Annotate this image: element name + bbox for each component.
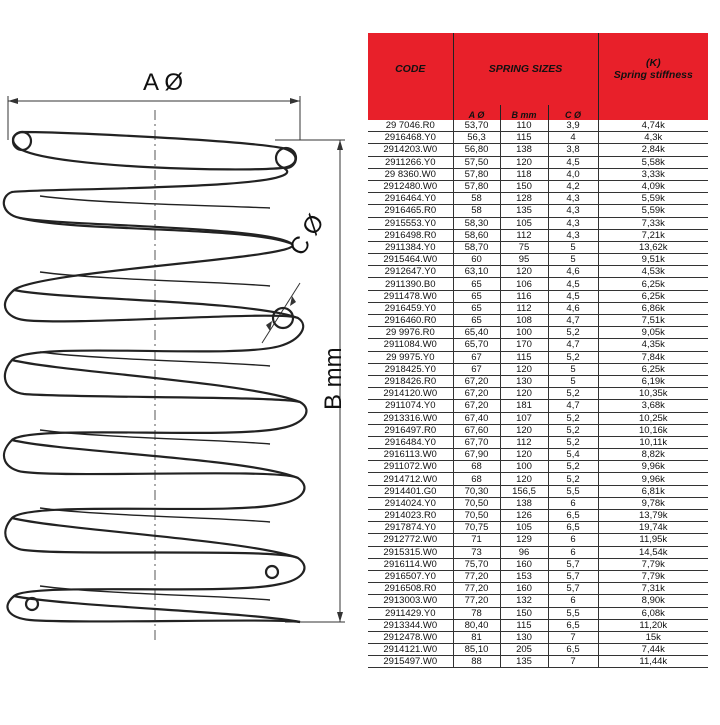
header-stiffness-label: Spring stiffness — [613, 69, 693, 81]
cell-c-diameter: 4,3 — [548, 205, 598, 217]
cell-a-diameter: 67,90 — [453, 449, 500, 461]
cell-a-diameter: 81 — [453, 631, 500, 643]
cell-code: 2915553.Y0 — [368, 217, 453, 229]
dimension-b-label: B mm — [320, 347, 347, 410]
cell-c-diameter: 4 — [548, 132, 598, 144]
cell-a-diameter: 70,50 — [453, 497, 500, 509]
cell-stiffness: 7,79k — [598, 558, 708, 570]
cell-b-length: 108 — [500, 315, 548, 327]
cell-code: 29 8360.W0 — [368, 168, 453, 180]
cell-a-diameter: 56,80 — [453, 144, 500, 156]
cell-b-length: 126 — [500, 510, 548, 522]
cell-stiffness: 6,19k — [598, 375, 708, 387]
cell-b-length: 115 — [500, 132, 548, 144]
cell-b-length: 100 — [500, 461, 548, 473]
cell-stiffness: 2,84k — [598, 144, 708, 156]
cell-b-length: 107 — [500, 412, 548, 424]
table-row — [368, 522, 708, 534]
cell-code: 2912480.W0 — [368, 180, 453, 192]
table-row — [368, 436, 708, 448]
cell-c-diameter: 5,7 — [548, 570, 598, 582]
subheader-a: A Ø — [453, 105, 500, 120]
cell-code: 2916498.R0 — [368, 229, 453, 241]
cell-c-diameter: 5 — [548, 363, 598, 375]
table-row — [368, 473, 708, 485]
cell-stiffness: 8,90k — [598, 595, 708, 607]
table-row — [368, 656, 708, 668]
table-row — [368, 193, 708, 205]
cell-code: 2913316.W0 — [368, 412, 453, 424]
cell-code: 2916497.R0 — [368, 424, 453, 436]
cell-c-diameter: 5,4 — [548, 449, 598, 461]
table-header-row — [368, 33, 708, 105]
table-row — [368, 132, 708, 144]
cell-c-diameter: 7 — [548, 631, 598, 643]
cell-b-length: 95 — [500, 254, 548, 266]
table-row — [368, 449, 708, 461]
dim-b-arrow-top — [337, 140, 343, 150]
table-row — [368, 168, 708, 180]
cell-stiffness: 10,16k — [598, 424, 708, 436]
cell-c-diameter: 7 — [548, 656, 598, 668]
cell-c-diameter: 5 — [548, 241, 598, 253]
cell-b-length: 120 — [500, 363, 548, 375]
table-body — [368, 120, 708, 668]
table-row — [368, 424, 708, 436]
dim-a-arrow-left — [8, 98, 18, 104]
cell-c-diameter: 6,5 — [548, 619, 598, 631]
cell-stiffness: 9,05k — [598, 327, 708, 339]
table-row — [368, 339, 708, 351]
cell-code: 2914401.G0 — [368, 485, 453, 497]
table-row — [368, 217, 708, 229]
cell-stiffness: 13,62k — [598, 241, 708, 253]
cell-stiffness: 3,68k — [598, 400, 708, 412]
cell-stiffness: 13,79k — [598, 510, 708, 522]
cell-a-diameter: 70,50 — [453, 510, 500, 522]
spring-drawing — [0, 0, 360, 720]
cell-b-length: 120 — [500, 156, 548, 168]
cell-a-diameter: 65 — [453, 290, 500, 302]
header-spring-sizes: SPRING SIZES — [453, 33, 598, 105]
cell-a-diameter: 58,30 — [453, 217, 500, 229]
cell-a-diameter: 65 — [453, 315, 500, 327]
cell-a-diameter: 68 — [453, 473, 500, 485]
cell-b-length: 112 — [500, 302, 548, 314]
table-row — [368, 254, 708, 266]
cell-code: 2911074.Y0 — [368, 400, 453, 412]
header-stiffness — [598, 33, 708, 105]
cell-c-diameter: 5,5 — [548, 607, 598, 619]
cell-a-diameter: 67,70 — [453, 436, 500, 448]
cell-b-length: 96 — [500, 546, 548, 558]
cell-c-diameter: 5,5 — [548, 485, 598, 497]
cell-a-diameter: 57,50 — [453, 156, 500, 168]
header-k-symbol: (K) — [645, 57, 661, 69]
cell-a-diameter: 65 — [453, 302, 500, 314]
cell-b-length: 130 — [500, 375, 548, 387]
cell-c-diameter: 5,7 — [548, 558, 598, 570]
cell-b-length: 120 — [500, 424, 548, 436]
cell-c-diameter: 6,5 — [548, 522, 598, 534]
cell-code: 2916508.R0 — [368, 583, 453, 595]
cell-stiffness: 4,53k — [598, 266, 708, 278]
cell-code: 2911084.W0 — [368, 339, 453, 351]
cell-code: 2912772.W0 — [368, 534, 453, 546]
cell-stiffness: 7,31k — [598, 583, 708, 595]
table-row — [368, 266, 708, 278]
cell-c-diameter: 4,7 — [548, 400, 598, 412]
cell-c-diameter: 6 — [548, 534, 598, 546]
cell-b-length: 115 — [500, 619, 548, 631]
table-row — [368, 400, 708, 412]
cell-stiffness: 5,59k — [598, 193, 708, 205]
cell-a-diameter: 78 — [453, 607, 500, 619]
dimension-c-label: C Ø — [284, 209, 330, 261]
cell-b-length: 135 — [500, 656, 548, 668]
table-row — [368, 351, 708, 363]
table-row — [368, 485, 708, 497]
cell-code: 2916114.W0 — [368, 558, 453, 570]
cell-a-diameter: 57,80 — [453, 168, 500, 180]
cell-stiffness: 9,78k — [598, 497, 708, 509]
table-row — [368, 229, 708, 241]
cell-c-diameter: 5,7 — [548, 583, 598, 595]
cell-code: 29 9975.Y0 — [368, 351, 453, 363]
cell-a-diameter: 77,20 — [453, 583, 500, 595]
cell-stiffness: 19,74k — [598, 522, 708, 534]
cell-b-length: 132 — [500, 595, 548, 607]
cell-c-diameter: 6 — [548, 595, 598, 607]
cell-b-length: 120 — [500, 473, 548, 485]
cell-code: 2911478.W0 — [368, 290, 453, 302]
spring-spec-table — [368, 33, 708, 668]
cell-a-diameter: 67,60 — [453, 424, 500, 436]
table-row — [368, 595, 708, 607]
cell-code: 2913344.W0 — [368, 619, 453, 631]
cell-b-length: 116 — [500, 290, 548, 302]
subheader-b: B mm — [500, 105, 548, 120]
cell-stiffness: 10,35k — [598, 388, 708, 400]
cell-c-diameter: 4,5 — [548, 156, 598, 168]
cell-c-diameter: 5,2 — [548, 327, 598, 339]
table-row — [368, 327, 708, 339]
cell-code: 2914712.W0 — [368, 473, 453, 485]
cell-c-diameter: 4,7 — [548, 339, 598, 351]
cell-stiffness: 9,51k — [598, 254, 708, 266]
cell-c-diameter: 4,6 — [548, 266, 598, 278]
cell-b-length: 135 — [500, 205, 548, 217]
cell-b-length: 120 — [500, 266, 548, 278]
cell-b-length: 150 — [500, 607, 548, 619]
cell-b-length: 130 — [500, 631, 548, 643]
subheader-blank-k — [598, 105, 708, 120]
cell-a-diameter: 58 — [453, 205, 500, 217]
cell-code: 2914023.R0 — [368, 510, 453, 522]
table-row — [368, 412, 708, 424]
cell-a-diameter: 57,80 — [453, 180, 500, 192]
cell-stiffness: 11,44k — [598, 656, 708, 668]
cell-stiffness: 6,86k — [598, 302, 708, 314]
cell-c-diameter: 5,2 — [548, 351, 598, 363]
table-row — [368, 644, 708, 656]
table-row — [368, 375, 708, 387]
table-row — [368, 120, 708, 132]
table-row — [368, 144, 708, 156]
cell-b-length: 106 — [500, 278, 548, 290]
cell-code: 2916468.Y0 — [368, 132, 453, 144]
cell-b-length: 170 — [500, 339, 548, 351]
cell-code: 2915315.W0 — [368, 546, 453, 558]
cell-a-diameter: 67 — [453, 363, 500, 375]
cell-b-length: 181 — [500, 400, 548, 412]
cell-c-diameter: 6,5 — [548, 644, 598, 656]
cell-b-length: 138 — [500, 497, 548, 509]
cell-a-diameter: 58 — [453, 193, 500, 205]
table-row — [368, 156, 708, 168]
cell-code: 2911384.Y0 — [368, 241, 453, 253]
cell-b-length: 129 — [500, 534, 548, 546]
table-row — [368, 558, 708, 570]
cell-code: 2915464.W0 — [368, 254, 453, 266]
cell-c-diameter: 5,2 — [548, 461, 598, 473]
table-row — [368, 278, 708, 290]
cell-stiffness: 4,09k — [598, 180, 708, 192]
cell-c-diameter: 6 — [548, 497, 598, 509]
table-row — [368, 607, 708, 619]
cell-a-diameter: 85,10 — [453, 644, 500, 656]
cell-a-diameter: 58,70 — [453, 241, 500, 253]
cell-b-length: 75 — [500, 241, 548, 253]
cell-c-diameter: 3,9 — [548, 120, 598, 132]
table-row — [368, 241, 708, 253]
cell-stiffness: 4,3k — [598, 132, 708, 144]
cell-c-diameter: 4,5 — [548, 278, 598, 290]
cell-a-diameter: 53,70 — [453, 120, 500, 132]
cell-b-length: 112 — [500, 229, 548, 241]
table-row — [368, 497, 708, 509]
cell-stiffness: 10,11k — [598, 436, 708, 448]
table-row — [368, 388, 708, 400]
cell-code: 2915497.W0 — [368, 656, 453, 668]
cell-code: 2916507.Y0 — [368, 570, 453, 582]
cell-a-diameter: 67,20 — [453, 375, 500, 387]
cell-code: 2914024.Y0 — [368, 497, 453, 509]
cell-a-diameter: 67,20 — [453, 400, 500, 412]
cell-c-diameter: 6,5 — [548, 510, 598, 522]
table-row — [368, 205, 708, 217]
cell-code: 2918426.R0 — [368, 375, 453, 387]
cell-b-length: 160 — [500, 583, 548, 595]
cell-stiffness: 7,21k — [598, 229, 708, 241]
cell-a-diameter: 80,40 — [453, 619, 500, 631]
cell-c-diameter: 5,2 — [548, 388, 598, 400]
cell-a-diameter: 75,70 — [453, 558, 500, 570]
cell-a-diameter: 67,40 — [453, 412, 500, 424]
cell-c-diameter: 6 — [548, 546, 598, 558]
dim-b-arrow-bottom — [337, 612, 343, 622]
cell-a-diameter: 67,20 — [453, 388, 500, 400]
cell-code: 2918425.Y0 — [368, 363, 453, 375]
table-row — [368, 546, 708, 558]
cell-code: 2911390.B0 — [368, 278, 453, 290]
cell-code: 2916459.Y0 — [368, 302, 453, 314]
cell-b-length: 110 — [500, 120, 548, 132]
cell-b-length: 100 — [500, 327, 548, 339]
cell-a-diameter: 58,60 — [453, 229, 500, 241]
table-subheader-row — [368, 105, 708, 120]
subheader-blank — [368, 105, 453, 120]
cell-c-diameter: 3,8 — [548, 144, 598, 156]
cell-code: 29 9976.R0 — [368, 327, 453, 339]
cell-stiffness: 6,08k — [598, 607, 708, 619]
cell-stiffness: 6,25k — [598, 363, 708, 375]
table-row — [368, 363, 708, 375]
cell-b-length: 105 — [500, 217, 548, 229]
cell-stiffness: 9,96k — [598, 461, 708, 473]
cell-b-length: 120 — [500, 388, 548, 400]
cell-code: 2914121.W0 — [368, 644, 453, 656]
cell-b-length: 128 — [500, 193, 548, 205]
cell-a-diameter: 70,30 — [453, 485, 500, 497]
cell-a-diameter: 88 — [453, 656, 500, 668]
cell-stiffness: 11,95k — [598, 534, 708, 546]
cell-b-length: 118 — [500, 168, 548, 180]
cell-code: 2916113.W0 — [368, 449, 453, 461]
cell-b-length: 105 — [500, 522, 548, 534]
cell-code: 2917874.Y0 — [368, 522, 453, 534]
cell-stiffness: 9,96k — [598, 473, 708, 485]
cell-code: 2916460.R0 — [368, 315, 453, 327]
cell-code: 2911429.Y0 — [368, 607, 453, 619]
cell-code: 29 7046.R0 — [368, 120, 453, 132]
cell-c-diameter: 4,3 — [548, 217, 598, 229]
dim-a-arrow-right — [290, 98, 300, 104]
cell-a-diameter: 68 — [453, 461, 500, 473]
cell-b-length: 160 — [500, 558, 548, 570]
cell-b-length: 205 — [500, 644, 548, 656]
cell-a-diameter: 65 — [453, 278, 500, 290]
cell-code: 2914120.W0 — [368, 388, 453, 400]
cell-c-diameter: 5,2 — [548, 473, 598, 485]
cell-stiffness: 7,84k — [598, 351, 708, 363]
cell-c-diameter: 4,0 — [548, 168, 598, 180]
table-row — [368, 570, 708, 582]
cell-stiffness: 11,20k — [598, 619, 708, 631]
cell-stiffness: 5,58k — [598, 156, 708, 168]
cell-stiffness: 4,74k — [598, 120, 708, 132]
cell-c-diameter: 5,2 — [548, 424, 598, 436]
cell-stiffness: 3,33k — [598, 168, 708, 180]
cell-c-diameter: 4,2 — [548, 180, 598, 192]
spring-diagram — [0, 0, 360, 720]
table-row — [368, 461, 708, 473]
cell-code: 2916484.Y0 — [368, 436, 453, 448]
table-row — [368, 180, 708, 192]
cell-b-length: 156,5 — [500, 485, 548, 497]
table-row — [368, 302, 708, 314]
table-row — [368, 315, 708, 327]
cell-code: 2911072.W0 — [368, 461, 453, 473]
cell-stiffness: 4,35k — [598, 339, 708, 351]
cell-stiffness: 8,82k — [598, 449, 708, 461]
cell-stiffness: 14,54k — [598, 546, 708, 558]
cell-stiffness: 7,79k — [598, 570, 708, 582]
cell-code: 2912478.W0 — [368, 631, 453, 643]
cell-a-diameter: 73 — [453, 546, 500, 558]
cell-a-diameter: 71 — [453, 534, 500, 546]
cell-stiffness: 6,25k — [598, 278, 708, 290]
cell-b-length: 138 — [500, 144, 548, 156]
cell-c-diameter: 4,5 — [548, 290, 598, 302]
cell-a-diameter: 77,20 — [453, 595, 500, 607]
cell-stiffness: 5,59k — [598, 205, 708, 217]
cell-code: 2913003.W0 — [368, 595, 453, 607]
table-row — [368, 510, 708, 522]
cell-a-diameter: 63,10 — [453, 266, 500, 278]
cell-a-diameter: 65,70 — [453, 339, 500, 351]
cell-c-diameter: 4,7 — [548, 315, 598, 327]
cell-c-diameter: 5,2 — [548, 412, 598, 424]
cell-c-diameter: 4,3 — [548, 193, 598, 205]
cell-stiffness: 6,81k — [598, 485, 708, 497]
cell-code: 2916464.Y0 — [368, 193, 453, 205]
cell-c-diameter: 5,2 — [548, 436, 598, 448]
cell-code: 2911266.Y0 — [368, 156, 453, 168]
cell-a-diameter: 60 — [453, 254, 500, 266]
cell-c-diameter: 4,3 — [548, 229, 598, 241]
cell-stiffness: 6,25k — [598, 290, 708, 302]
cell-stiffness: 7,44k — [598, 644, 708, 656]
table-row — [368, 534, 708, 546]
cell-c-diameter: 5 — [548, 375, 598, 387]
cell-stiffness: 7,51k — [598, 315, 708, 327]
cell-b-length: 112 — [500, 436, 548, 448]
cell-stiffness: 7,33k — [598, 217, 708, 229]
cell-b-length: 150 — [500, 180, 548, 192]
subheader-c: C Ø — [548, 105, 598, 120]
cell-stiffness: 15k — [598, 631, 708, 643]
table-row — [368, 631, 708, 643]
cell-a-diameter: 56,3 — [453, 132, 500, 144]
cell-code: 2916465.R0 — [368, 205, 453, 217]
cell-a-diameter: 77,20 — [453, 570, 500, 582]
table-row — [368, 290, 708, 302]
cell-c-diameter: 4,6 — [548, 302, 598, 314]
cell-c-diameter: 5 — [548, 254, 598, 266]
table-row — [368, 583, 708, 595]
cell-a-diameter: 65,40 — [453, 327, 500, 339]
cell-code: 2912647.Y0 — [368, 266, 453, 278]
dimension-a-label: A Ø — [143, 69, 184, 96]
cell-b-length: 120 — [500, 449, 548, 461]
cell-b-length: 115 — [500, 351, 548, 363]
cell-a-diameter: 70,75 — [453, 522, 500, 534]
cell-b-length: 153 — [500, 570, 548, 582]
cell-a-diameter: 67 — [453, 351, 500, 363]
header-code: CODE — [368, 33, 453, 105]
table-row — [368, 619, 708, 631]
cell-code: 2914203.W0 — [368, 144, 453, 156]
cell-stiffness: 10,25k — [598, 412, 708, 424]
